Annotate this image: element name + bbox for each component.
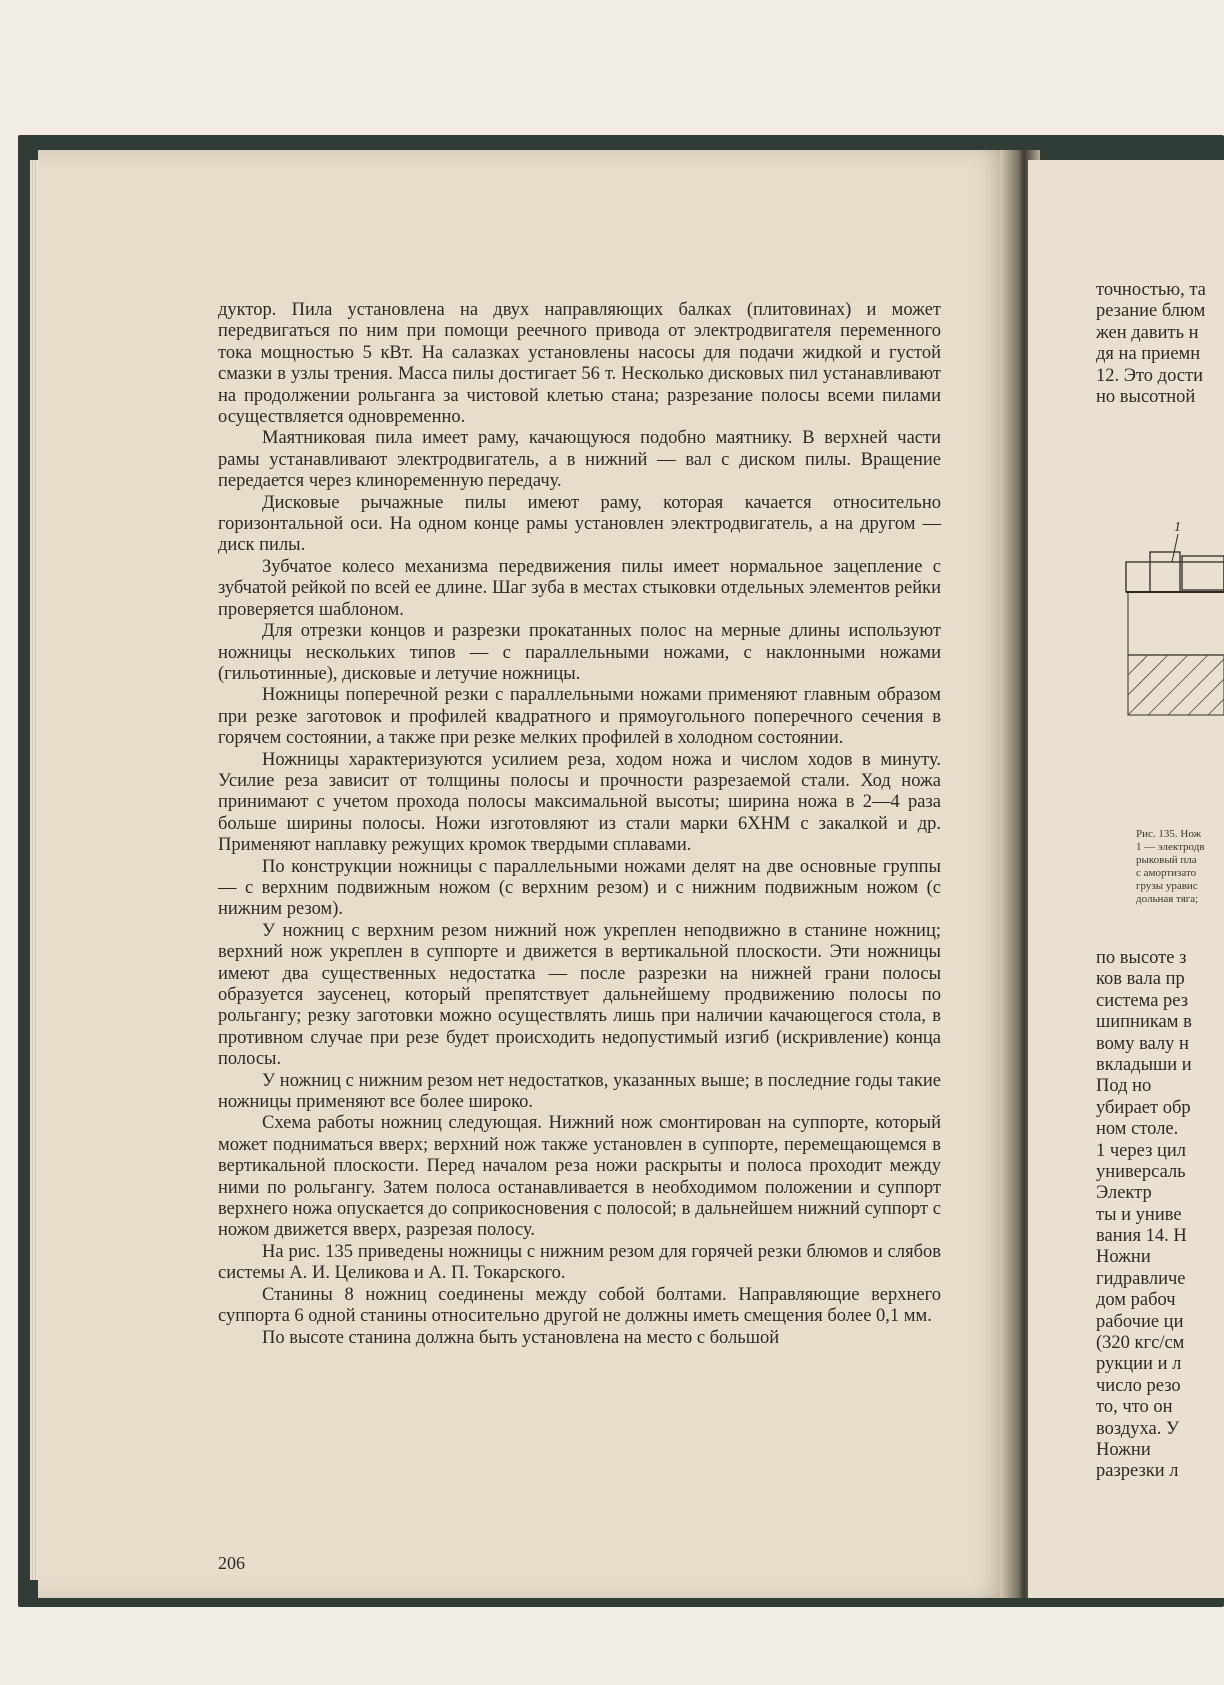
- paragraph: Зубчатое колесо механизма передвижения пилы имеет нормальное зацепление с зубчатой рейкой по всей ее длине. Шаг зуба в местах стыковки отдельных элементов рейки проверяется шаблоном.: [218, 556, 941, 620]
- text-line: жен давить н: [1096, 322, 1199, 343]
- text-line: но высотной: [1096, 386, 1196, 407]
- text-line: убирает обр: [1096, 1097, 1191, 1118]
- text-line: дом рабоч: [1096, 1290, 1176, 1311]
- text-line: резание блюм: [1096, 301, 1206, 322]
- paragraph: Дисковые рычажные пилы имеют раму, которая качается относительно горизонтальной оси. На одном конце рамы установлен электродвигатель, а на другом — диск пилы.: [218, 492, 941, 556]
- text-line: воздуха. У: [1096, 1418, 1180, 1439]
- text-line: ном столе.: [1096, 1119, 1179, 1140]
- right-page-top-text: [1096, 280, 1224, 408]
- text-line: разрезки л: [1096, 1461, 1179, 1482]
- caption-line: грузы уравис: [1136, 880, 1198, 892]
- paragraph: На рис. 135 приведены ножницы с нижним резом для горячей резки блюмов и слябов системы А. И. Целикова и А. П. Токарского.: [218, 1241, 941, 1284]
- text-line: ков вала пр: [1096, 969, 1185, 990]
- paragraph: Станины 8 ножниц соединены между собой болтами. Направляющие верхнего суппорта 6 одной станины относительно другой не должны иметь смещения более 0,1 мм.: [218, 1284, 941, 1327]
- paragraph: Для отрезки концов и разрезки прокатанных полос на мерные длины используют ножницы нескольких типов — с параллельными ножами, с наклонными ножами (гильотинные), дисковые и летучие ножницы.: [218, 621, 941, 684]
- caption-line: 1 — электродв: [1136, 841, 1205, 853]
- page-number: 206: [218, 1553, 245, 1573]
- text-line: дя на приемн: [1096, 344, 1201, 365]
- text-line: точностью, та: [1096, 280, 1206, 300]
- text-line: Ножни: [1096, 1247, 1151, 1268]
- caption-line: с амортизато: [1136, 867, 1197, 879]
- text-line: Электр: [1096, 1183, 1152, 1204]
- text-line: вкладыши и: [1096, 1054, 1192, 1075]
- text-line: то, что он: [1096, 1397, 1173, 1418]
- text-line: Под но: [1096, 1076, 1152, 1097]
- paragraph: У ножниц с верхним резом нижний нож укреплен неподвижно в станине ножниц; верхний нож укреплен в суппорте и движется в вертикальной плоскости. Эти ножницы имеют два существенных недостатка — после разрезки на нижней грани полосы образуется заусенец, который препятствует дальнейшему продвижению полосы по рольгангу; резку заготовки можно осуществлять лишь при наличии качающегося стола, в противном случае при резе будет происходить недопустимый изгиб (искривление) конца полосы.: [218, 920, 941, 1070]
- text-line: рабочие ци: [1096, 1311, 1184, 1332]
- text-line: по высоте з: [1096, 948, 1187, 968]
- shear-drawing: [1120, 520, 1224, 750]
- paragraph: По высоте станина должна быть установлена на место с большой: [262, 1327, 780, 1348]
- left-page-body: [218, 300, 941, 1349]
- text-line: система рез: [1096, 990, 1189, 1011]
- paragraph: Ножницы поперечной резки с параллельными ножами применяют главным образом при резке заготовок и профилей квадратного и прямоугольного поперечного сечения в горячем состоянии, а также при резке мелких профилей в холодном состоянии.: [218, 685, 941, 749]
- caption-line: дольная тяга;: [1136, 893, 1199, 905]
- text-line: универсаль: [1096, 1161, 1186, 1182]
- text-line: рукции и л: [1096, 1354, 1182, 1375]
- paragraph: Схема работы ножниц следующая. Нижний нож смонтирован на суппорте, который может подниматься вверх; верхний нож также установлен в суппорте, перемещающемся в вертикальной плоскости. Перед началом реза ножи раскрыты и полоса проходит между ними по рольгангу. Затем полоса останавливается в необходимом положении и суппорт верхнего ножа опускается до соприкосновения с полосой; в дальнейшем нижний суппорт с ножом движется вверх, разрезая полосу.: [218, 1113, 941, 1241]
- text-line: число резо: [1096, 1375, 1181, 1396]
- paragraph: У ножниц с нижним резом нет недостатков, указанных выше; в последние годы такие ножницы применяют все более широко.: [218, 1070, 941, 1113]
- text-line: 12. Это дости: [1096, 365, 1203, 386]
- text-line: вому валу н: [1096, 1033, 1189, 1054]
- paragraph: По конструкции ножницы с параллельными ножами делят на две основные группы — с верхним подвижным ножом (с верхним резом) и с нижним подвижным ножом (с нижним резом).: [218, 856, 941, 920]
- text-line: ты и униве: [1096, 1204, 1182, 1225]
- paragraph: Маятниковая пила имеет раму, качающуюся подобно маятнику. В верхней части рамы устанавливают электродвигатель, а в нижний — вал с диском пилы. Вращение передается через клиноременную передачу.: [218, 428, 941, 492]
- paragraph: Ножницы характеризуются усилием реза, ходом ножа и числом ходов в минуту. Усилие реза зависит от толщины полосы и прочности разрезаемой стали. Ход ножа принимают с учетом прохода полосы максимальной высоты; ширина ножа в 2—4 раза больше ширины полосы. Ножи изготовляют из стали марки 6ХНМ с закалкой и др. Применяют наплавку режущих кромок твердыми сплавами.: [218, 749, 941, 856]
- text-line: 1 через цил: [1096, 1140, 1187, 1161]
- figure-caption: [1136, 828, 1224, 906]
- figure-135-fragment: [1120, 520, 1224, 750]
- text-line: Ножни: [1096, 1439, 1151, 1460]
- text-line: гидравличе: [1096, 1268, 1186, 1289]
- caption-line: Рис. 135. Нож: [1136, 828, 1202, 840]
- text-line: шипникам в: [1096, 1012, 1192, 1033]
- right-page-bottom-text: [1096, 948, 1224, 1483]
- text-line: (320 кгс/см: [1096, 1333, 1185, 1354]
- text-line: вания 14. Н: [1096, 1226, 1187, 1247]
- paragraph: дуктор. Пила установлена на двух направляющих балках (плитовинах) и может передвигаться по ним при помощи реечного привода от электродвигателя переменного тока мощностью 5 кВт. На салазках установлены насосы для подачи жидкой и густой смазки в узлы трения. Масса пилы достигает 56 т. Несколько дисковых пил устанавливают на продолжении рольганга за чистовой клетью стана; разрезание полосы всеми пилами осуществляется одновременно.: [218, 300, 941, 428]
- caption-line: рыковый пла: [1136, 854, 1197, 866]
- figure-label: 1: [1174, 520, 1181, 535]
